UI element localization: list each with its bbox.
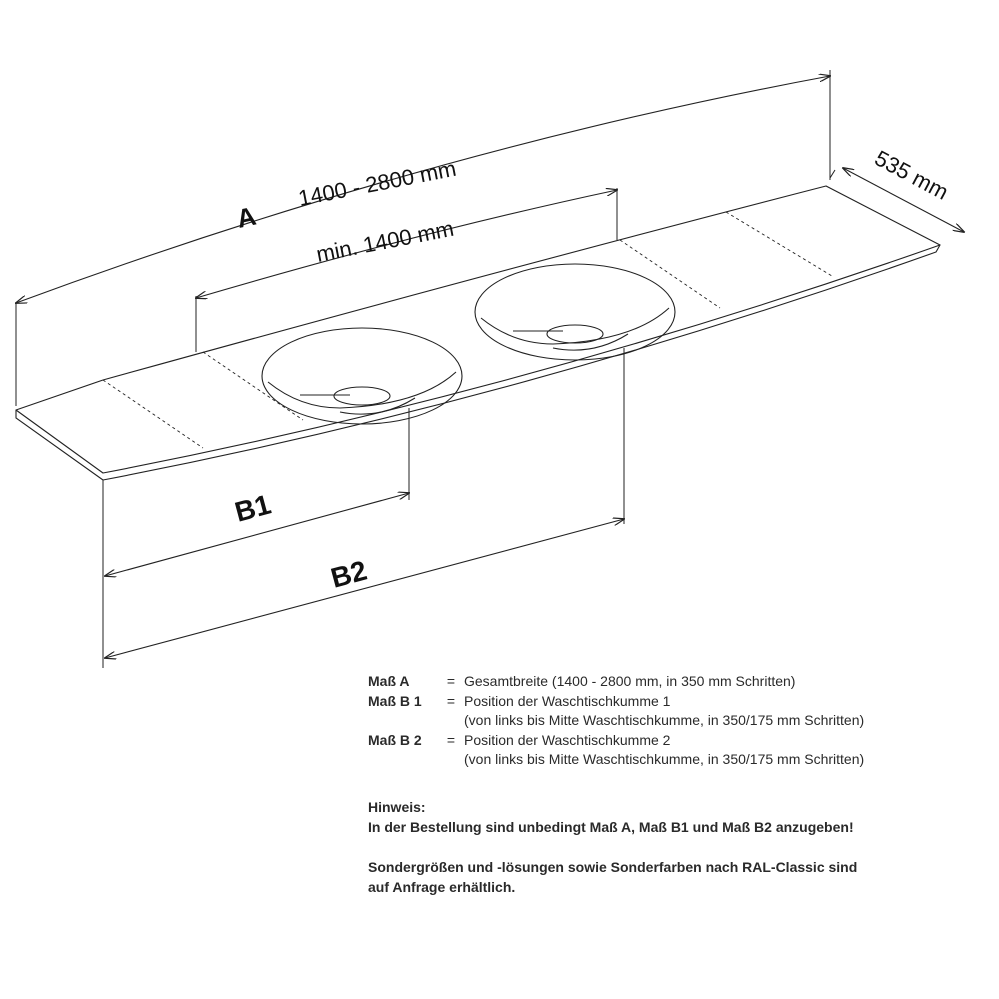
note-line: Sondergrößen und -lösungen sowie Sonderfarben nach RAL-Classic sind: [368, 859, 858, 875]
legend: [368, 672, 988, 770]
legend-equals: =: [446, 673, 456, 689]
dimension-a-letter: A: [234, 200, 259, 234]
legend-row-a: [368, 672, 988, 692]
legend-continuation: (von links bis Mitte Waschtischkumme, in 350/175 mm Schritten): [464, 751, 865, 767]
legend-key: Maß B 1: [368, 692, 422, 709]
legend-row-b1: [368, 692, 988, 712]
dimension-min-value: min. 1400 mm: [314, 215, 456, 267]
dimension-line-a: [16, 76, 830, 303]
legend-equals: =: [446, 692, 456, 709]
legend-text: Position der Waschtischkumme 2: [464, 731, 671, 748]
note-line: auf Anfrage erhältlich.: [368, 879, 516, 895]
dimension-line-b2: [105, 519, 624, 658]
countertop-outline: [16, 186, 940, 480]
extension-lines: [16, 70, 835, 668]
legend-equals: =: [446, 731, 456, 748]
legend-continuation: (von links bis Mitte Waschtischkumme, in 350/175 mm Schritten): [464, 712, 865, 728]
dimension-b1-letter: B1: [231, 488, 275, 528]
legend-text: Position der Waschtischkumme 1: [464, 692, 671, 709]
note-line: In der Bestellung sind unbedingt Maß A, Maß B1 und Maß B2 anzugeben!: [368, 819, 854, 835]
basin-2: [475, 264, 675, 360]
legend-text: Gesamtbreite (1400 - 2800 mm, in 350 mm Schritten): [464, 673, 796, 689]
basin-1: [262, 328, 462, 424]
dimension-b2-letter: B2: [327, 554, 371, 594]
note-heading: Hinweis:: [368, 799, 426, 815]
dimension-depth-value: 535 mm: [870, 145, 953, 205]
dimension-a-value: 1400 - 2800 mm: [296, 155, 459, 211]
order-note: [368, 797, 988, 897]
legend-row-b2: [368, 731, 988, 751]
countertop-front-edge: [16, 245, 940, 473]
legend-key: Maß B 2: [368, 731, 422, 748]
legend-key: Maß A: [368, 673, 410, 689]
section-lines: [103, 212, 832, 448]
